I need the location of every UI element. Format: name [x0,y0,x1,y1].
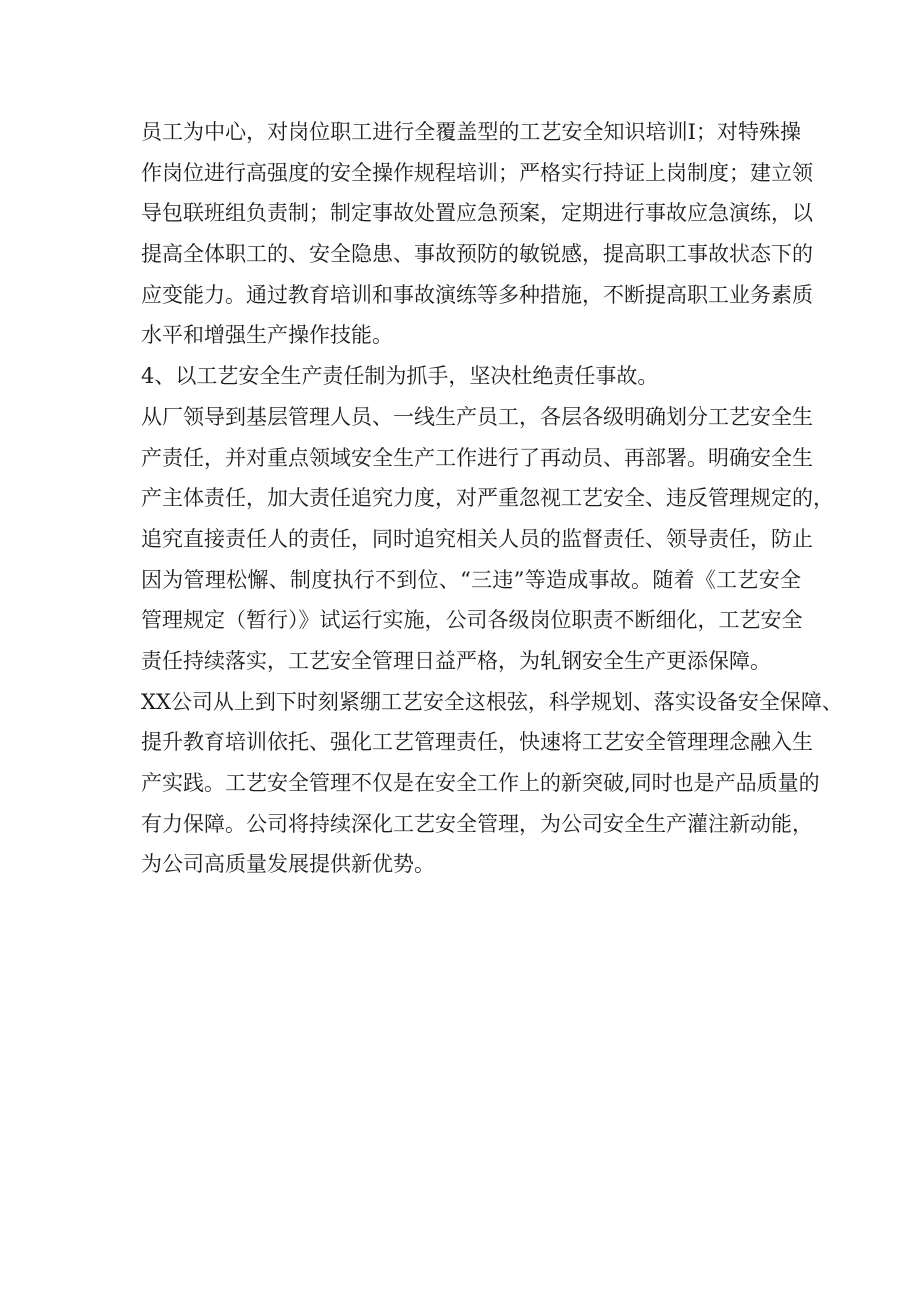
text-line: 水平和增强生产操作技能。 [141,323,393,348]
text-line: 导包联班组负责制；制定事故处置应急预案，定期进行事故应急演练，以 [141,201,813,226]
text-line: 提升教育培训依托、强化工艺管理责任，快速将工艺安全管理理念融入生 [141,730,813,755]
text-line: 提高全体职工的、安全隐患、事故预防的敏锐感，提高职工事故状态下的 [141,242,813,267]
text-line: 产主体责任，加大责任追究力度，对严重忽视工艺安全、违反管理规定的， [141,486,834,511]
text-line: 责任持续落实，工艺安全管理日益严格，为轧钢安全生产更添保障。 [141,648,771,673]
text-line: 作岗位进行高强度的安全操作规程培训；严格实行持证上岗制度；建立领 [141,160,813,185]
text-line: 有力保障。公司将持续深化工艺安全管理，为公司安全生产灌注新动能， [141,811,813,836]
text-line: 管理规定（暂行）》试运行实施，公司各级岗位职责不断细化，工艺安全 [141,608,803,633]
text-line: 产责任，并对重点领域安全生产工作进行了再动员、再部署。明确安全生 [141,445,813,470]
text-line: 追究直接责任人的责任，同时追究相关人员的监督责任、领导责任，防止 [141,526,813,551]
text-line: 为公司高质量发展提供新优势。 [141,852,435,877]
text-line: 应变能力。通过教育培训和事故演练等多种措施，不断提高职工业务素质 [141,282,813,307]
document-body [141,112,843,885]
text-line: XX公司从上到下时刻紧绷工艺安全这根弦，科学规划、落实设备安全保障、 [141,689,843,714]
text-line: 产实践。工艺安全管理不仅是在安全工作上的新突破,同时也是产品质量的 [141,771,820,795]
text-line: 员工为中心，对岗位职工进行全覆盖型的工艺安全知识培训I；对特殊操 [141,120,801,144]
text-line: 从厂领导到基层管理人员、一线生产员工，各层各级明确划分工艺安全生 [141,404,813,429]
section-heading: 4、以工艺安全生产责任制为抓手，坚决杜绝责任事故。 [141,364,659,389]
text-line: 因为管理松懈、制度执行不到位、“三违”等造成事故。随着《工艺安全 [141,567,801,592]
